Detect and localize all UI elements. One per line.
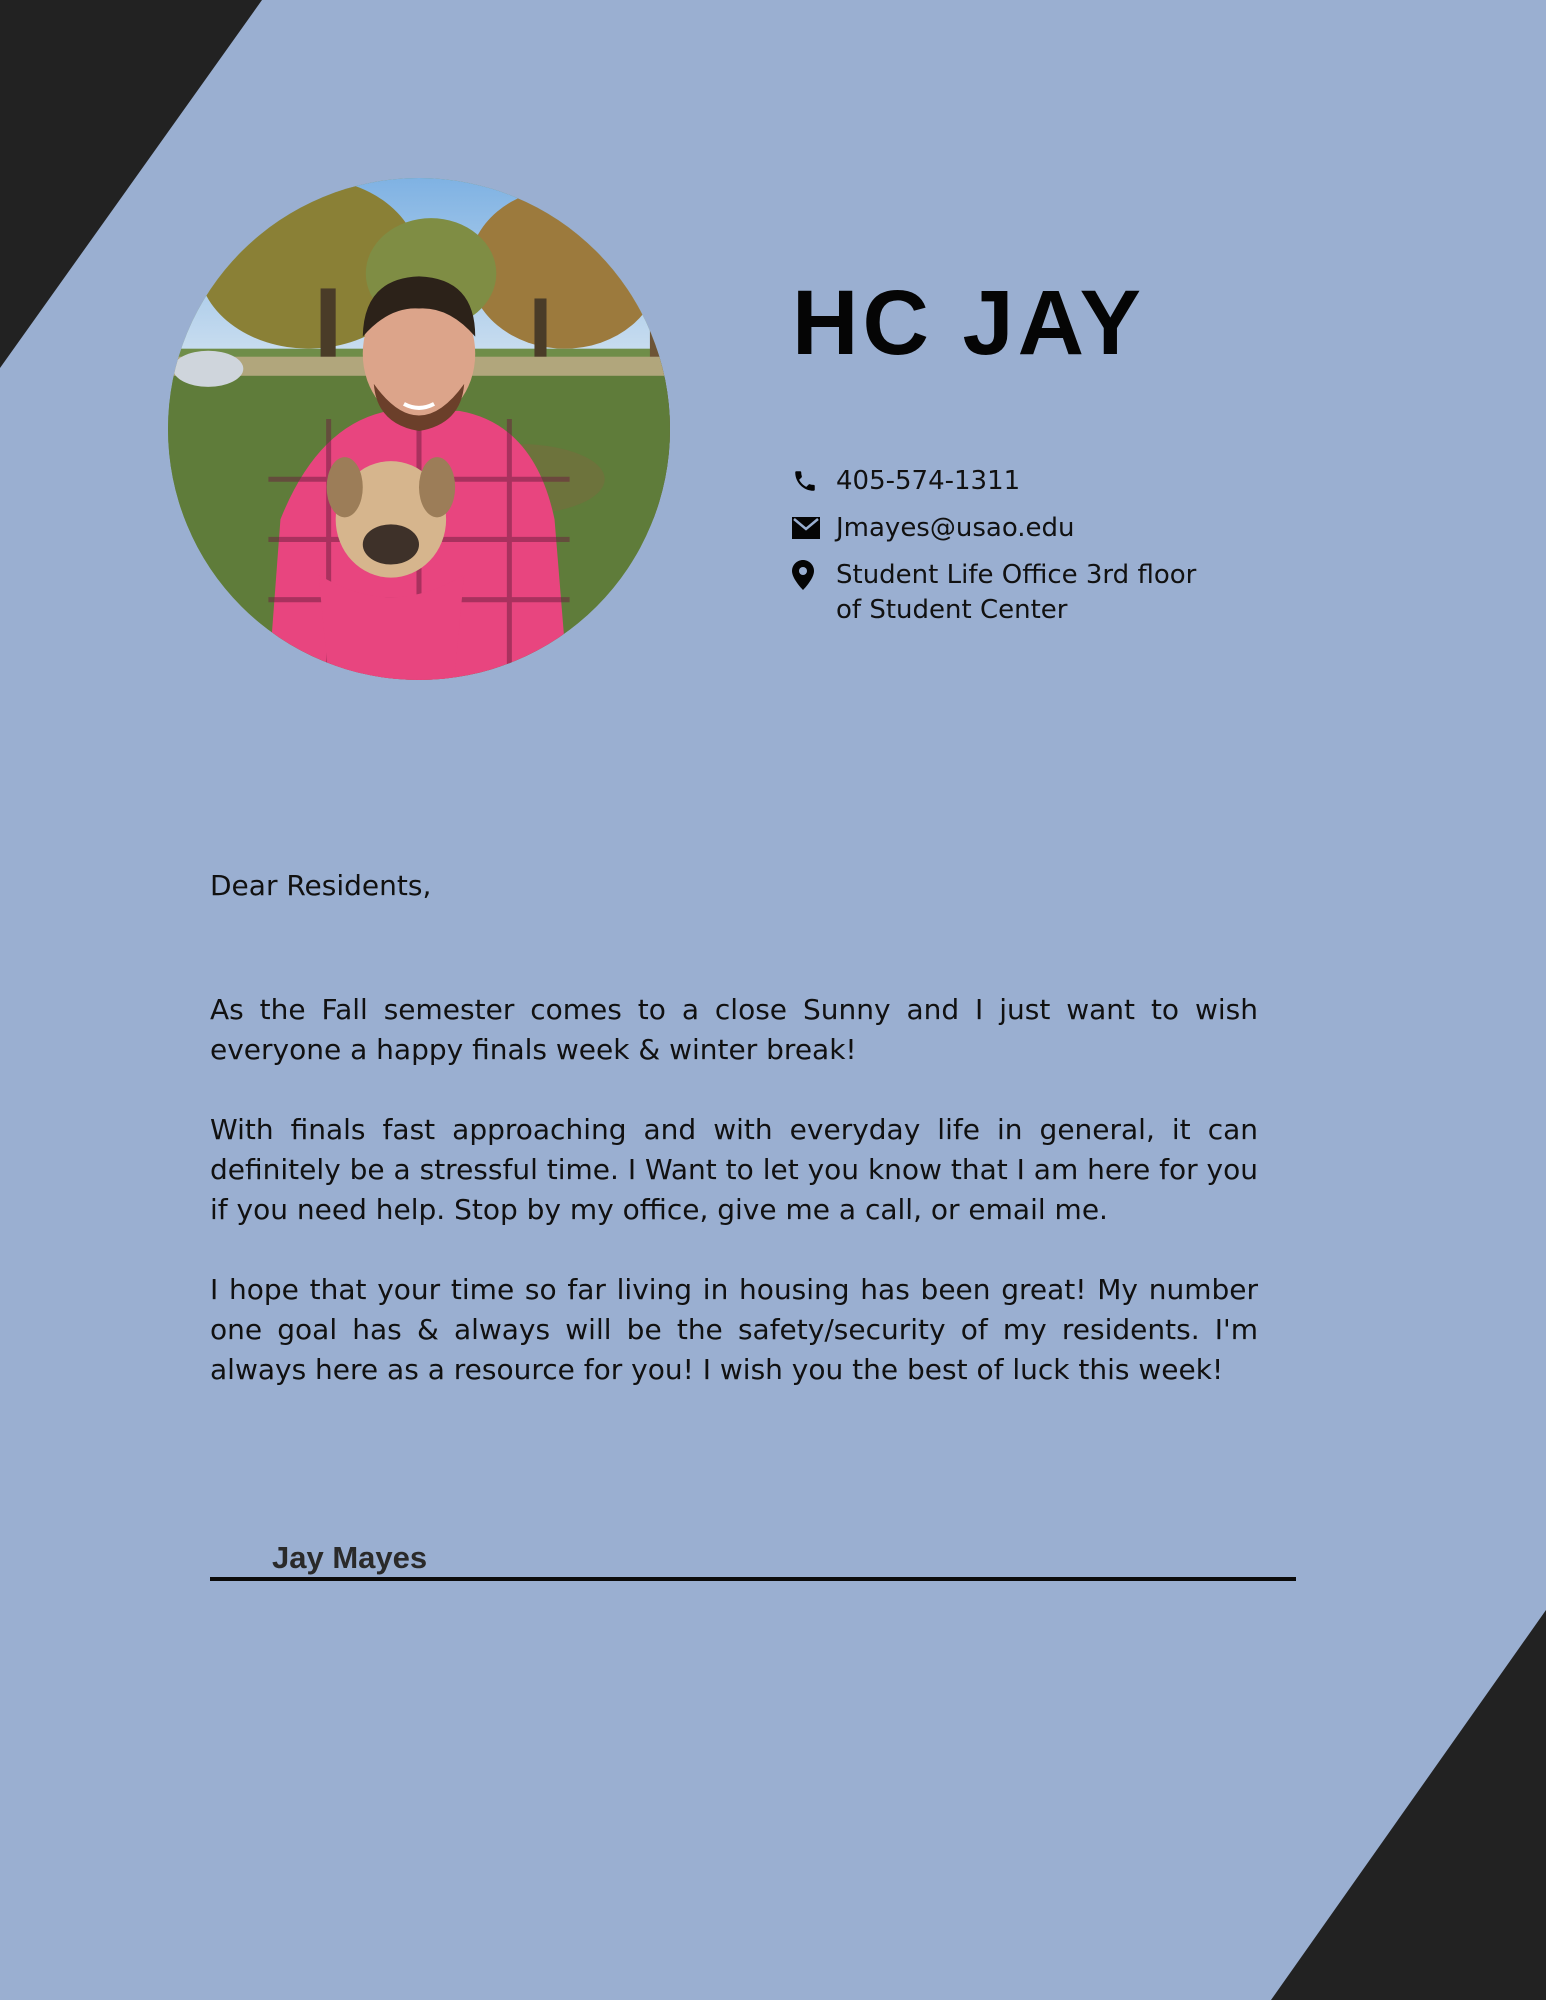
page-title: HC JAY bbox=[792, 272, 1145, 374]
map-pin-icon bbox=[792, 558, 822, 592]
envelope-icon bbox=[792, 511, 822, 545]
contact-email bbox=[792, 511, 1252, 546]
letter-greeting: Dear Residents, bbox=[210, 869, 432, 902]
email-address[interactable]: Jmayes@usao.edu bbox=[836, 513, 1075, 543]
phone-icon bbox=[792, 464, 822, 498]
contact-location bbox=[792, 558, 1252, 628]
letter-paragraph: As the Fall semester comes to a close Sunny and I just want to wish everyone a happy finals week & winter break! bbox=[210, 993, 1258, 1066]
letter-body bbox=[210, 866, 1258, 1430]
office-location: Student Life Office 3rd floor of Student Center bbox=[836, 560, 1197, 625]
letter-paragraph: With finals fast approaching and with everyday life in general, it can definitely be a stressful time. I Want to let you know that I am here for you if you need help. Stop by my office, give me a call, or email me. bbox=[210, 1113, 1258, 1226]
contact-phone bbox=[792, 464, 1252, 499]
profile-photo bbox=[168, 178, 670, 680]
phone-number: 405-574-1311 bbox=[836, 466, 1021, 496]
corner-decoration-bottom-right bbox=[1271, 1610, 1546, 2000]
signature-line bbox=[210, 1577, 1296, 1581]
contact-list bbox=[792, 464, 1252, 640]
letter-paragraph: I hope that your time so far living in housing has been great! My number one goal has & always will be the safety/security of my residents. I'm always here as a resource for you! I wish you the best of luck this week! bbox=[210, 1273, 1258, 1386]
signature-name: Jay Mayes bbox=[272, 1540, 428, 1575]
